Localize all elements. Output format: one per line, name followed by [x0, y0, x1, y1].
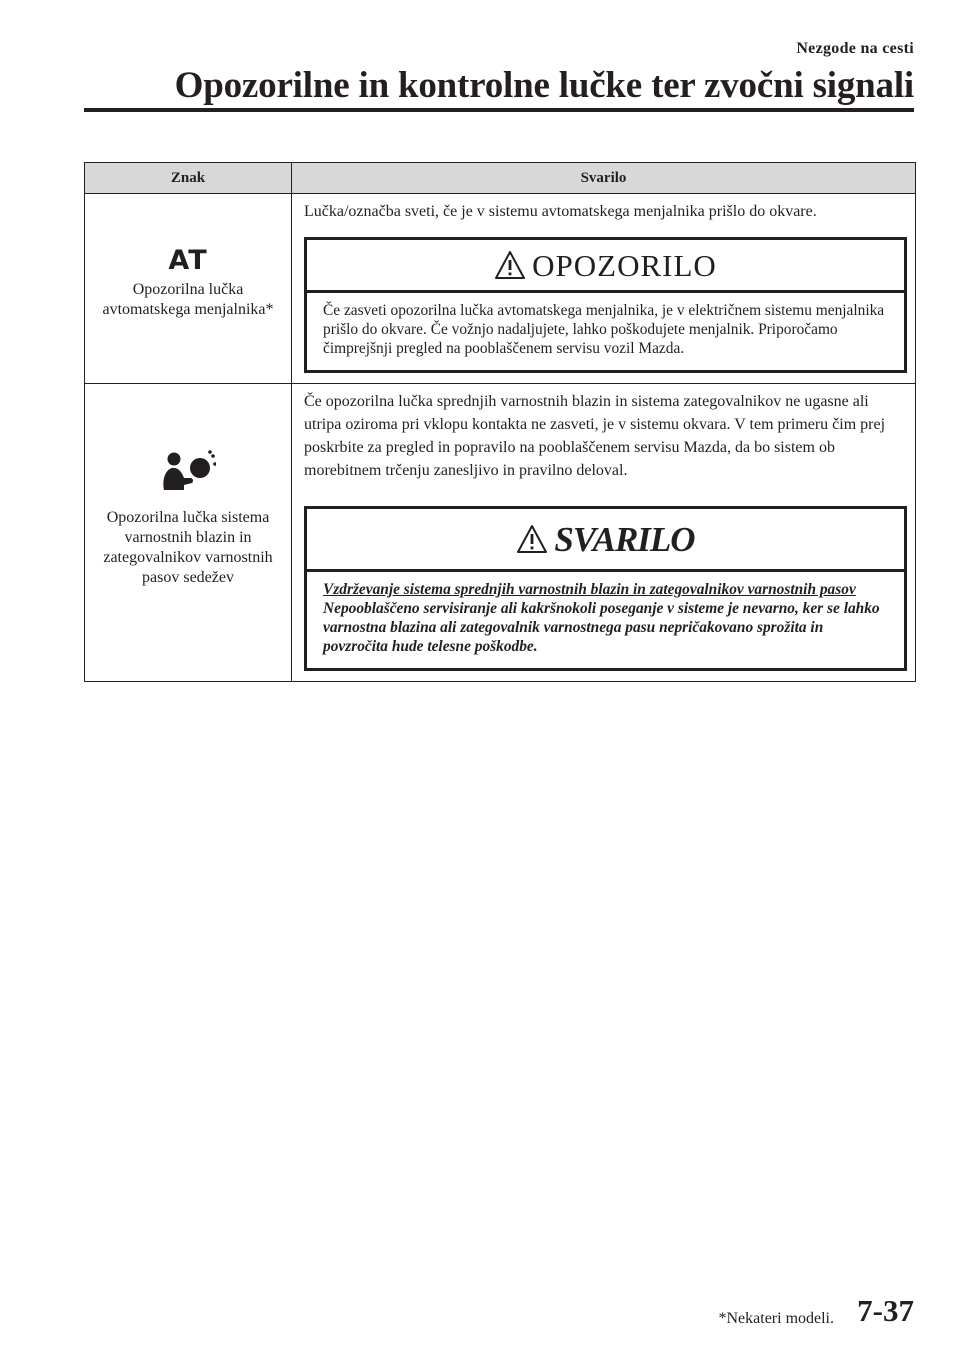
airbag-warning-icon [160, 450, 216, 496]
footnote: *Nekateri modeli. [718, 1310, 834, 1327]
page-title: Opozorilne in kontrolne lučke ter zvočni signali [174, 65, 914, 106]
warning-triangle-icon [516, 524, 548, 554]
description-cell [292, 194, 916, 384]
warning-lights-table [84, 162, 916, 682]
warning-callout [304, 237, 907, 373]
callout-header [307, 240, 904, 293]
sign-label: Opozorilna lučka sistema varnostnih blazin in zategovalnikov varnostnih pasov sedežev [103, 509, 273, 586]
callout-heading: OPOZORILO [532, 247, 717, 283]
sign-cell [85, 384, 292, 682]
callout-body [307, 572, 904, 668]
description-text: Lučka/označba sveti, če je v sistemu avtomatskega menjalnika prišlo do okvare. [304, 203, 817, 220]
section-label: Nezgode na cesti [796, 40, 914, 57]
table-header-row [85, 163, 916, 194]
callout-body: Če zasveti opozorilna lučka avtomatskega menjalnika, je v električnem sistemu menjalnika prišlo do okvare. Če vožnjo nadaljujete, lahko poškodujete menjalnik. Priporočamo čimprejšnji pregled na pooblaščenem servisu vozil Mazda. [323, 302, 885, 357]
sign-cell [85, 194, 292, 384]
description-text: Če opozorilna lučka sprednjih varnostnih blazin in sistema zategovalnikov ne ugasne ali utripa oziroma pri vklopu kontakta ne zasveti, je v sistemu okvara. V tem primeru čim prej poskrbite za pregled in popravilo na pooblaščenem servisu Mazda, da bo sistem ob morebitnem trčenju zanesljivo in pravilno deloval. [304, 393, 886, 479]
sign-label: Opozorilna lučka avtomatskega menjalnika* [102, 281, 274, 318]
callout-heading: SVARILO [554, 519, 695, 559]
callout-header [307, 509, 904, 572]
at-warning-icon: AT [168, 245, 208, 276]
column-header-sign: Znak [85, 163, 292, 194]
table-row [85, 194, 916, 384]
page-number: 7-37 [857, 1293, 914, 1328]
column-header-warning: Svarilo [292, 163, 916, 194]
title-rule [84, 108, 914, 112]
warning-triangle-icon [494, 250, 526, 280]
callout-subheading: Vzdrževanje sistema sprednjih varnostnih blazin in zategovalnikov varnostnih pasov [323, 581, 856, 598]
danger-callout [304, 506, 907, 671]
table-row [85, 384, 916, 682]
description-cell [292, 384, 916, 682]
callout-body-text: Nepooblaščeno servisiranje ali kakršnokoli poseganje v sisteme je nevarno, ker se lahko varnostna blazina ali zategovalnik varnostnega pasu nepričakovano sprožita in povzročita hude telesne poškodbe. [323, 600, 880, 655]
